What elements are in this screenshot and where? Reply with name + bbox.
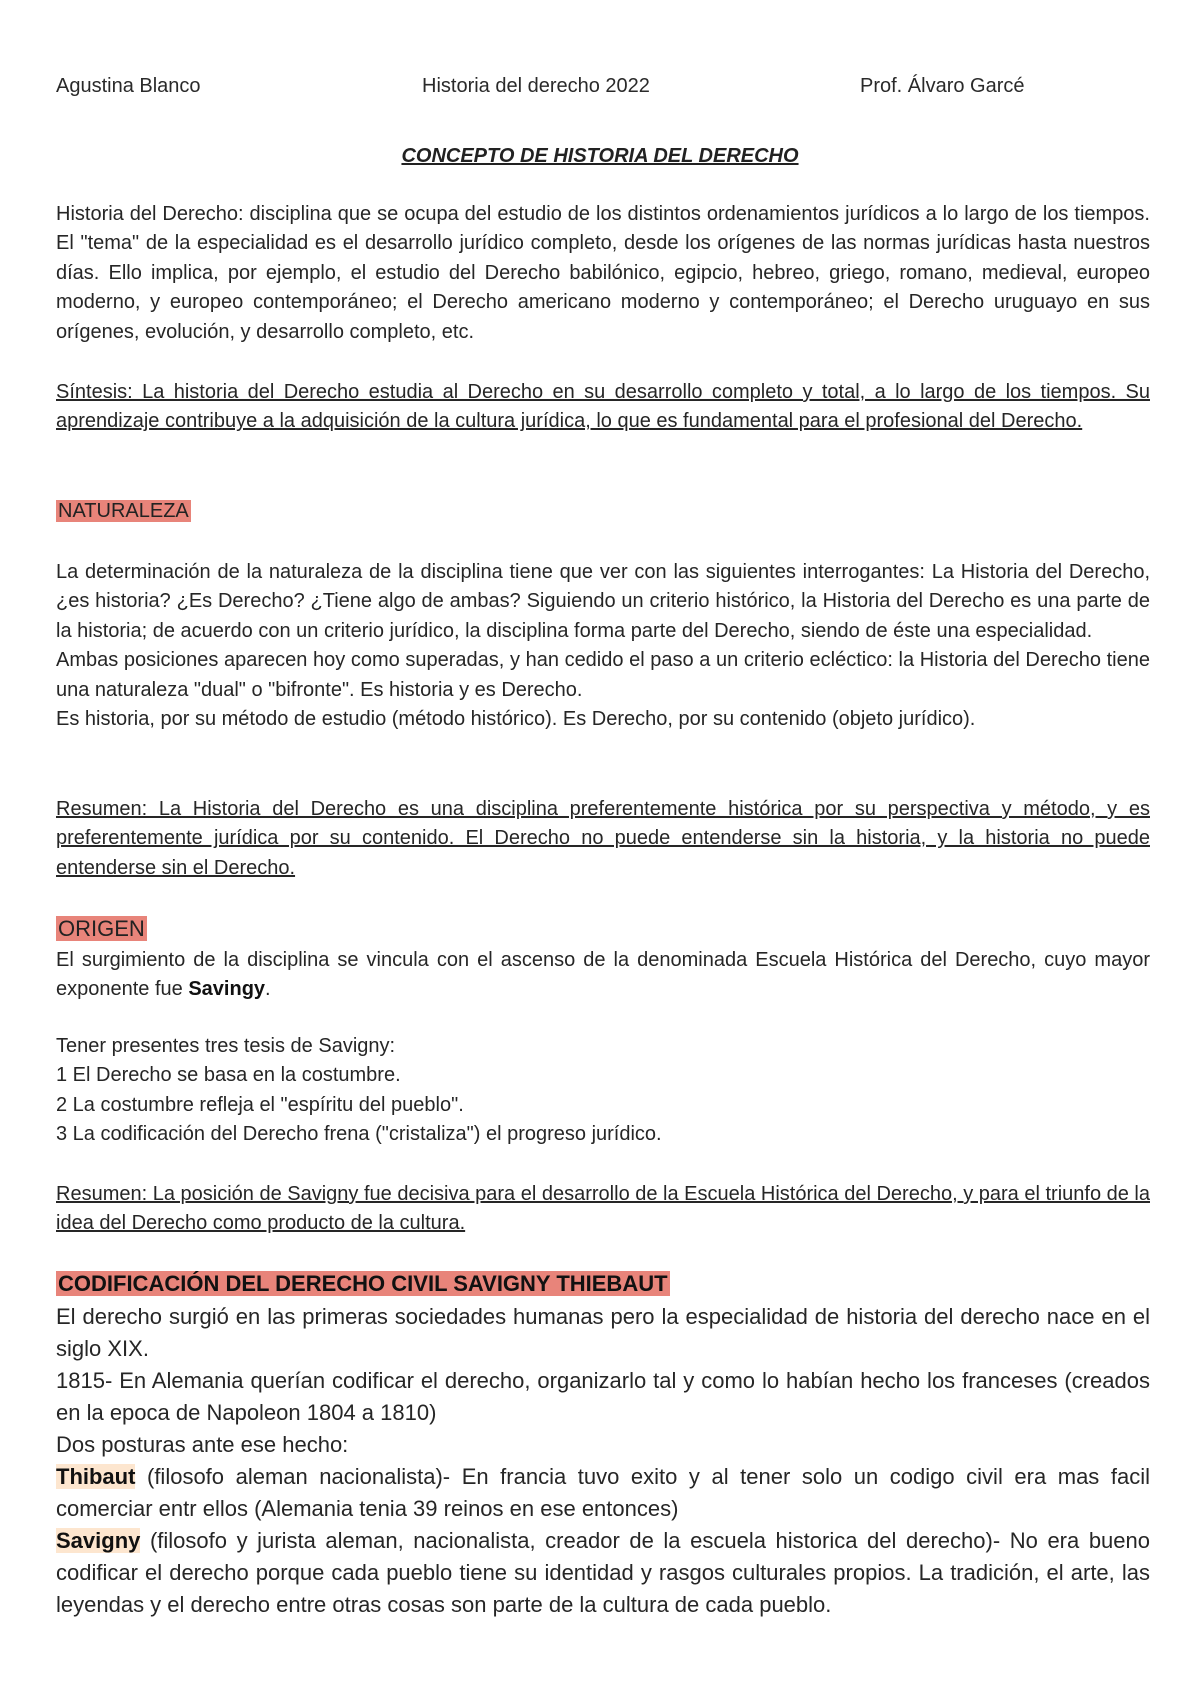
synthesis-paragraph: Síntesis: La historia del Derecho estudia al Derecho en su desarrollo completo y total, a lo largo de los tiempos. Su aprendizaje contribuye a la adquisición de la cultura jurídica, lo que es fundamental para el profesional del Derecho.: [56, 381, 1150, 433]
savigny-paragraph: Savigny (filosofo y jurista aleman, nacionalista, creador de la escuela historica del derecho)- No era bueno codificar el derecho porque cada pueblo tiene su identidad y rasgos culturales propios. La tradición, el arte, las leyendas y el derecho entre otras cosas son parte de la cultura de cada pueblo.: [56, 1528, 1150, 1617]
thibaut-paragraph: Thibaut (filosofo aleman nacionalista)- En francia tuvo exito y al tener solo un codigo civil era mas facil comerciar entr ellos (Alemania tenia 39 reinos en ese entonces): [56, 1464, 1150, 1521]
naturaleza-summary: Resumen: La Historia del Derecho es una disciplina preferentemente histórica por su perspectiva y método, y es preferentemente jurídica por su contenido. El Derecho no puede entenderse sin la historia, y la historia no puede entenderse sin el Derecho.: [56, 798, 1150, 879]
section-heading-codificacion: CODIFICACIÓN DEL DERECHO CIVIL SAVIGNY THIEBAUT: [58, 1271, 668, 1296]
naturaleza-paragraph-1: La determinación de la naturaleza de la disciplina tiene que ver con las siguientes interrogantes: La Historia del Derecho, ¿es historia? ¿Es Derecho? ¿Tiene algo de ambas? Siguiendo un criterio histórico, la Historia del Derecho es una parte de la historia; de acuerdo con un criterio jurídico, la disciplina forma parte del Derecho, siendo de éste una especialidad.: [56, 561, 1150, 642]
thesis-item: 1 El Derecho se basa en la costumbre.: [56, 1064, 401, 1087]
theses-intro: Tener presentes tres tesis de Savigny:: [56, 1035, 396, 1057]
origen-paragraph: El surgimiento de la disciplina se vincula con el ascenso de la denominada Escuela Histórica del Derecho, cuyo mayor exponente fue Savingy.: [56, 949, 1150, 1001]
thesis-item: 2 La costumbre refleja el "espíritu del pueblo".: [56, 1093, 464, 1116]
codificacion-paragraph-3: Dos posturas ante ese hecho:: [56, 1432, 349, 1457]
intro-paragraph: Historia del Derecho: disciplina que se ocupa del estudio de los distintos ordenamientos jurídicos a lo largo de los tiempos. El "tema" de la especialidad es el desarrollo jurídico completo, desde los orígenes de las normas jurídicas hasta nuestros días. Ello implica, por ejemplo, el estudio del Derecho babilónico, egipcio, hebreo, griego, romano, medieval, europeo moderno, y europeo contemporáneo; el Derecho americano moderno y contemporáneo; el Derecho uruguayo en sus orígenes, evolución, y desarrollo completo, etc.: [56, 203, 1150, 343]
naturaleza-paragraph-2: Ambas posiciones aparecen hoy como superadas, y han cedido el paso a un criterio ecléctico: la Historia del Derecho tiene una naturaleza "dual" o "bifronte". Es historia y es Derecho.: [56, 649, 1150, 701]
professor-name: Prof. Álvaro Garcé: [860, 75, 1025, 97]
codificacion-body: [56, 1301, 1150, 1621]
naturaleza-paragraph-3: Es historia, por su método de estudio (método histórico). Es Derecho, por su contenido (objeto jurídico).: [56, 708, 976, 731]
savigny-theses: [56, 1032, 1150, 1150]
author-name: Agustina Blanco: [56, 75, 201, 97]
codificacion-paragraph-2: 1815- En Alemania querían codificar el derecho, organizarlo tal y como lo habían hecho los franceses (creados en la epoca de Napoleon 1804 a 1810): [56, 1368, 1150, 1425]
naturaleza-body: [56, 558, 1150, 734]
section-heading-origen: ORIGEN: [58, 916, 145, 941]
thesis-item: 3 La codificación del Derecho frena ("cristaliza") el progreso jurídico.: [56, 1123, 662, 1146]
section-heading-naturaleza: NATURALEZA: [58, 500, 189, 522]
origen-summary: Resumen: La posición de Savigny fue decisiva para el desarrollo de la Escuela Histórica del Derecho, y para el triunfo de la idea del Derecho como producto de la cultura.: [56, 1183, 1150, 1235]
savingy-name: Savingy: [188, 978, 266, 1001]
document-title: CONCEPTO DE HISTORIA DEL DERECHO: [401, 145, 799, 167]
savigny-name: Savigny: [56, 1528, 141, 1553]
course-name: Historia del derecho 2022: [422, 75, 650, 97]
thibaut-name: Thibaut: [56, 1464, 136, 1489]
codificacion-paragraph-1: El derecho surgió en las primeras sociedades humanas pero la especialidad de historia del derecho nace en el siglo XIX.: [56, 1304, 1150, 1361]
